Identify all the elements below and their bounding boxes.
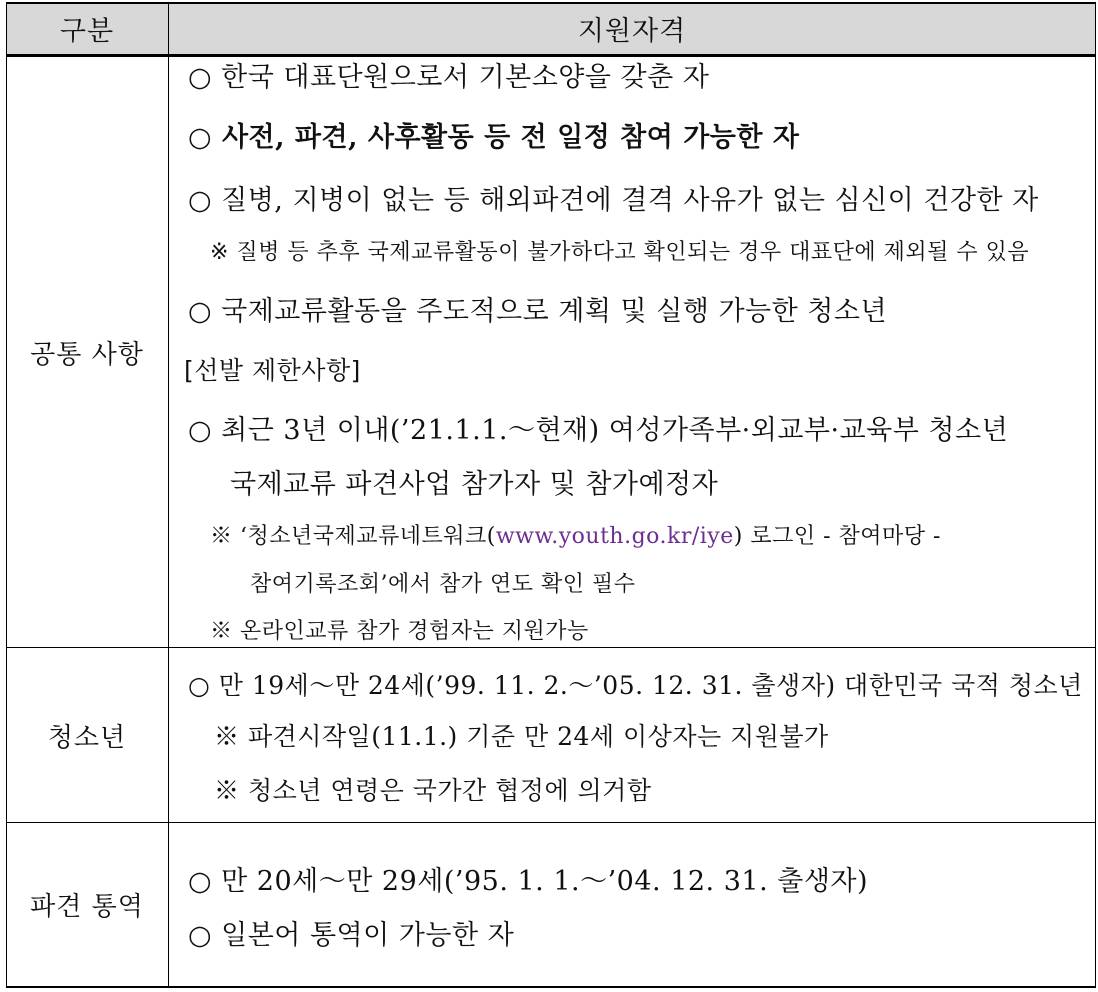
common-line-4: ○ 국제교류활동을 주도적으로 계획 및 실행 가능한 청소년 — [188, 296, 888, 327]
border-row1-bottom — [6, 647, 1096, 648]
border-column-divider — [168, 2, 169, 988]
border-right — [1095, 2, 1096, 988]
common-line-1: ○ 한국 대표단원으로서 기본소양을 갖춘 자 — [188, 62, 710, 93]
common-note-online: ※ 온라인교류 참가 경험자는 지원가능 — [210, 619, 589, 644]
header-eligibility: 지원자격 — [577, 15, 687, 47]
youth-network-link[interactable]: www.youth.go.kr/iye — [495, 524, 734, 549]
note-prefix: ※ ‘청소년국제교류네트워크( — [210, 524, 496, 549]
common-note-illness: ※ 질병 등 추후 국제교류활동이 불가하다고 확인되는 경우 대표단에 제외될 수 있음 — [210, 240, 1030, 265]
row-label-common: 공통 사항 — [30, 339, 144, 370]
common-line-2: ○ 사전, 파견, 사후활동 등 전 일정 참여 가능한 자 — [188, 122, 800, 153]
youth-line-1: ○ 만 19세～만 24세(’99. 11. 2.～’05. 12. 31. 출생자) 대한민국 국적 청소년 — [188, 671, 1083, 700]
header-category: 구분 — [59, 15, 115, 47]
row-label-interpreter: 파견 통역 — [30, 892, 144, 922]
youth-note-2: ※ 청소년 연령은 국가간 협정에 의거함 — [214, 776, 652, 805]
border-row2-bottom — [6, 822, 1096, 823]
common-line-5: ○ 최근 3년 이내(’21.1.1.～현재) 여성가족부·외교부·교육부 청소년 — [188, 415, 1009, 446]
common-line-3: ○ 질병, 지병이 없는 등 해외파견에 결격 사유가 없는 심신이 건강한 자 — [188, 185, 1039, 216]
border-header-bottom — [6, 54, 1096, 57]
common-note-network-cont: 참여기록조회’에서 참가 연도 확인 필수 — [250, 572, 636, 597]
youth-note-1: ※ 파견시작일(11.1.) 기준 만 24세 이상자는 지원불가 — [214, 722, 829, 751]
interpreter-line-1: ○ 만 20세～만 29세(’95. 1. 1.～’04. 12. 31. 출생자) — [188, 866, 869, 897]
interpreter-line-2: ○ 일본어 통역이 가능한 자 — [188, 920, 515, 951]
eligibility-table — [6, 2, 1096, 988]
common-note-network — [210, 526, 941, 548]
border-bottom — [6, 986, 1096, 988]
common-line-5-cont: 국제교류 파견사업 참가자 및 참가예정자 — [230, 469, 719, 500]
note-suffix: ) 로그인 - 참여마당 - — [733, 524, 941, 549]
row-label-youth: 청소년 — [47, 722, 127, 753]
selection-restrictions-heading: [선발 제한사항] — [184, 356, 361, 385]
